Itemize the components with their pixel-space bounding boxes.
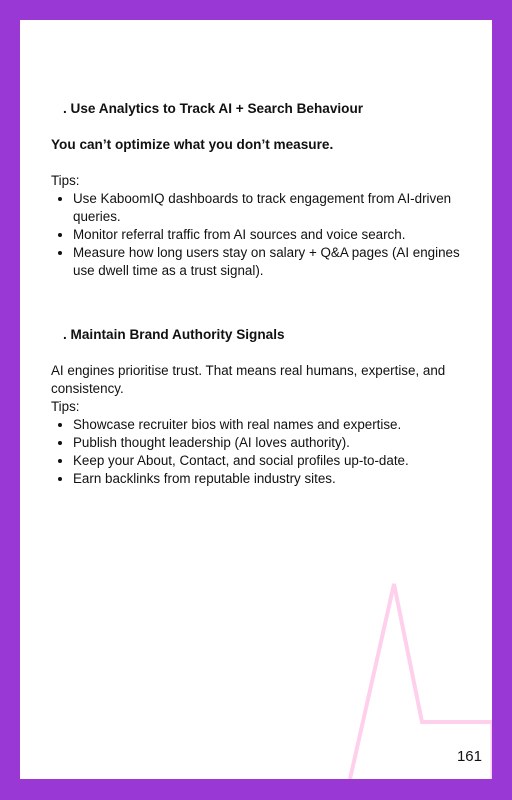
list-item: • Showcase recruiter bios with real names and expertise. (73, 416, 461, 434)
list-item: • Publish thought leadership (AI loves authority). (73, 434, 461, 452)
tips-label: Tips: (51, 173, 80, 188)
page-number: 161 (456, 748, 482, 765)
section-analytics (51, 100, 461, 280)
section-heading: . Use Analytics to Track AI + Search Behaviour (63, 101, 364, 116)
list-item: • Keep your About, Contact, and social profiles up-to-date. (73, 452, 461, 470)
section-heading: . Maintain Brand Authority Signals (63, 327, 285, 342)
list-item: • Earn backlinks from reputable industry sites. (73, 470, 461, 488)
section-brand-authority (51, 326, 461, 488)
list-item: • Monitor referral traffic from AI sources and voice search. (73, 226, 461, 244)
tips-list (51, 416, 461, 488)
list-item: • Measure how long users stay on salary + Q&A pages (AI engines use dwell time as a trust signal). (73, 244, 461, 280)
tips-list (51, 190, 461, 280)
page-content (51, 100, 461, 488)
document-page (20, 20, 492, 779)
section-lead: AI engines prioritise trust. That means real humans, expertise, and consistency. (51, 363, 446, 396)
section-lead: You can’t optimize what you don’t measure. (51, 137, 334, 152)
list-item: • Use KaboomIQ dashboards to track engagement from AI-driven queries. (73, 190, 461, 226)
tips-label: Tips: (51, 399, 80, 414)
